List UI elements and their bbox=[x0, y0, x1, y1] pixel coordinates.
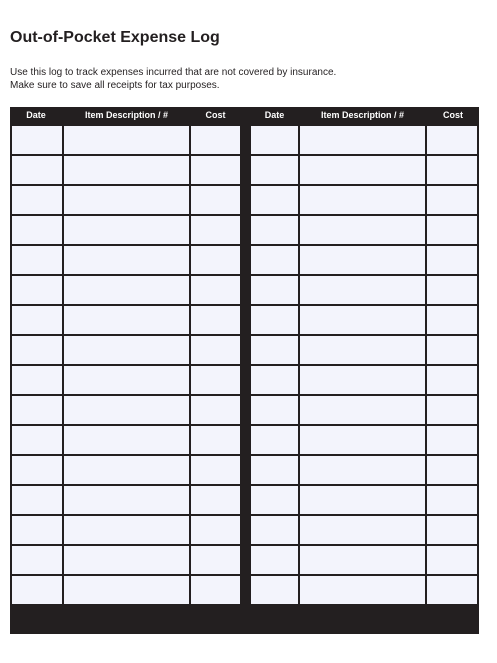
cost-cell-right[interactable] bbox=[427, 576, 477, 604]
cost-cell-right[interactable] bbox=[427, 306, 477, 334]
description-cell-right[interactable] bbox=[300, 486, 425, 514]
column-header-cost-left: Cost bbox=[205, 110, 226, 120]
date-cell-left[interactable] bbox=[12, 246, 62, 274]
description-cell-right[interactable] bbox=[300, 546, 425, 574]
cost-cell-left[interactable] bbox=[191, 306, 240, 334]
page-title: Out-of-Pocket Expense Log bbox=[10, 29, 220, 46]
cost-cell-right[interactable] bbox=[427, 276, 477, 304]
description-cell-left[interactable] bbox=[64, 216, 189, 244]
description-cell-left[interactable] bbox=[64, 366, 189, 394]
cost-cell-right[interactable] bbox=[427, 486, 477, 514]
description-cell-right[interactable] bbox=[300, 126, 425, 154]
description-cell-left[interactable] bbox=[64, 456, 189, 484]
description-cell-right[interactable] bbox=[300, 306, 425, 334]
cost-cell-right[interactable] bbox=[427, 426, 477, 454]
date-cell-left[interactable] bbox=[12, 126, 62, 154]
column-header-date-right: Date bbox=[264, 110, 285, 120]
date-cell-left[interactable] bbox=[12, 276, 62, 304]
cost-cell-left[interactable] bbox=[191, 366, 240, 394]
cost-cell-left[interactable] bbox=[191, 426, 240, 454]
cost-cell-right[interactable] bbox=[427, 456, 477, 484]
cost-cell-left[interactable] bbox=[191, 186, 240, 214]
cost-cell-left[interactable] bbox=[191, 396, 240, 424]
date-cell-left[interactable] bbox=[12, 366, 62, 394]
description-cell-left[interactable] bbox=[64, 306, 189, 334]
date-cell-left[interactable] bbox=[12, 516, 62, 544]
table-header bbox=[10, 107, 479, 124]
date-cell-right[interactable] bbox=[251, 156, 298, 184]
description-cell-left[interactable] bbox=[64, 186, 189, 214]
cost-cell-left[interactable] bbox=[191, 336, 240, 364]
cost-cell-left[interactable] bbox=[191, 516, 240, 544]
description-cell-left[interactable] bbox=[64, 486, 189, 514]
description-cell-left[interactable] bbox=[64, 426, 189, 454]
description-cell-left[interactable] bbox=[64, 126, 189, 154]
cost-cell-left[interactable] bbox=[191, 126, 240, 154]
date-cell-right[interactable] bbox=[251, 126, 298, 154]
description-cell-right[interactable] bbox=[300, 516, 425, 544]
date-cell-left[interactable] bbox=[12, 396, 62, 424]
description-cell-right[interactable] bbox=[300, 216, 425, 244]
description-cell-right[interactable] bbox=[300, 456, 425, 484]
cost-cell-right[interactable] bbox=[427, 186, 477, 214]
date-cell-right[interactable] bbox=[251, 276, 298, 304]
cost-cell-right[interactable] bbox=[427, 126, 477, 154]
column-header-date-left: Date bbox=[26, 110, 46, 120]
cost-cell-left[interactable] bbox=[191, 246, 240, 274]
date-cell-right[interactable] bbox=[251, 396, 298, 424]
instruction-line: Use this log to track expenses incurred that are not covered by insurance. bbox=[10, 67, 337, 78]
description-cell-left[interactable] bbox=[64, 246, 189, 274]
cost-cell-left[interactable] bbox=[191, 576, 240, 604]
cost-cell-left[interactable] bbox=[191, 216, 240, 244]
cost-cell-left[interactable] bbox=[191, 156, 240, 184]
date-cell-left[interactable] bbox=[12, 486, 62, 514]
description-cell-right[interactable] bbox=[300, 366, 425, 394]
description-cell-right[interactable] bbox=[300, 156, 425, 184]
cost-cell-right[interactable] bbox=[427, 396, 477, 424]
date-cell-right[interactable] bbox=[251, 516, 298, 544]
date-cell-right[interactable] bbox=[251, 216, 298, 244]
description-cell-left[interactable] bbox=[64, 546, 189, 574]
date-cell-right[interactable] bbox=[251, 306, 298, 334]
description-cell-right[interactable] bbox=[300, 186, 425, 214]
date-cell-left[interactable] bbox=[12, 216, 62, 244]
description-cell-right[interactable] bbox=[300, 576, 425, 604]
date-cell-right[interactable] bbox=[251, 426, 298, 454]
description-cell-left[interactable] bbox=[64, 276, 189, 304]
column-header-description-right: Item Description / # bbox=[320, 110, 405, 120]
date-cell-right[interactable] bbox=[251, 366, 298, 394]
cost-cell-left[interactable] bbox=[191, 546, 240, 574]
instruction-line: Make sure to save all receipts for tax purposes. bbox=[10, 79, 220, 91]
date-cell-left[interactable] bbox=[12, 426, 62, 454]
date-cell-left[interactable] bbox=[12, 456, 62, 484]
cost-cell-right[interactable] bbox=[427, 516, 477, 544]
date-cell-right[interactable] bbox=[251, 576, 298, 604]
description-cell-right[interactable] bbox=[300, 426, 425, 454]
date-cell-right[interactable] bbox=[251, 486, 298, 514]
column-header-description-left: Item Description / # bbox=[84, 110, 169, 120]
description-cell-left[interactable] bbox=[64, 336, 189, 364]
cost-cell-right[interactable] bbox=[427, 246, 477, 274]
description-cell-left[interactable] bbox=[64, 516, 189, 544]
cost-cell-left[interactable] bbox=[191, 486, 240, 514]
date-cell-left[interactable] bbox=[12, 336, 62, 364]
description-cell-left[interactable] bbox=[64, 396, 189, 424]
date-cell-left[interactable] bbox=[12, 546, 62, 574]
date-cell-right[interactable] bbox=[251, 246, 298, 274]
expense-log-table bbox=[10, 107, 479, 634]
date-cell-right[interactable] bbox=[251, 336, 298, 364]
cost-cell-right[interactable] bbox=[427, 546, 477, 574]
description-cell-right[interactable] bbox=[300, 396, 425, 424]
column-header-cost-right: Cost bbox=[443, 110, 463, 120]
date-cell-right[interactable] bbox=[251, 456, 298, 484]
cost-cell-right[interactable] bbox=[427, 366, 477, 394]
description-cell-right[interactable] bbox=[300, 336, 425, 364]
cost-cell-left[interactable] bbox=[191, 456, 240, 484]
description-cell-left[interactable] bbox=[64, 576, 189, 604]
cost-cell-right[interactable] bbox=[427, 216, 477, 244]
date-cell-left[interactable] bbox=[12, 306, 62, 334]
date-cell-left[interactable] bbox=[12, 576, 62, 604]
description-cell-left[interactable] bbox=[64, 156, 189, 184]
cost-cell-right[interactable] bbox=[427, 156, 477, 184]
cost-cell-left[interactable] bbox=[191, 276, 240, 304]
date-cell-right[interactable] bbox=[251, 546, 298, 574]
description-cell-right[interactable] bbox=[300, 246, 425, 274]
cost-cell-right[interactable] bbox=[427, 336, 477, 364]
date-cell-right[interactable] bbox=[251, 186, 298, 214]
instructions bbox=[10, 67, 336, 92]
date-cell-left[interactable] bbox=[12, 156, 62, 184]
date-cell-left[interactable] bbox=[12, 186, 62, 214]
description-cell-right[interactable] bbox=[300, 276, 425, 304]
